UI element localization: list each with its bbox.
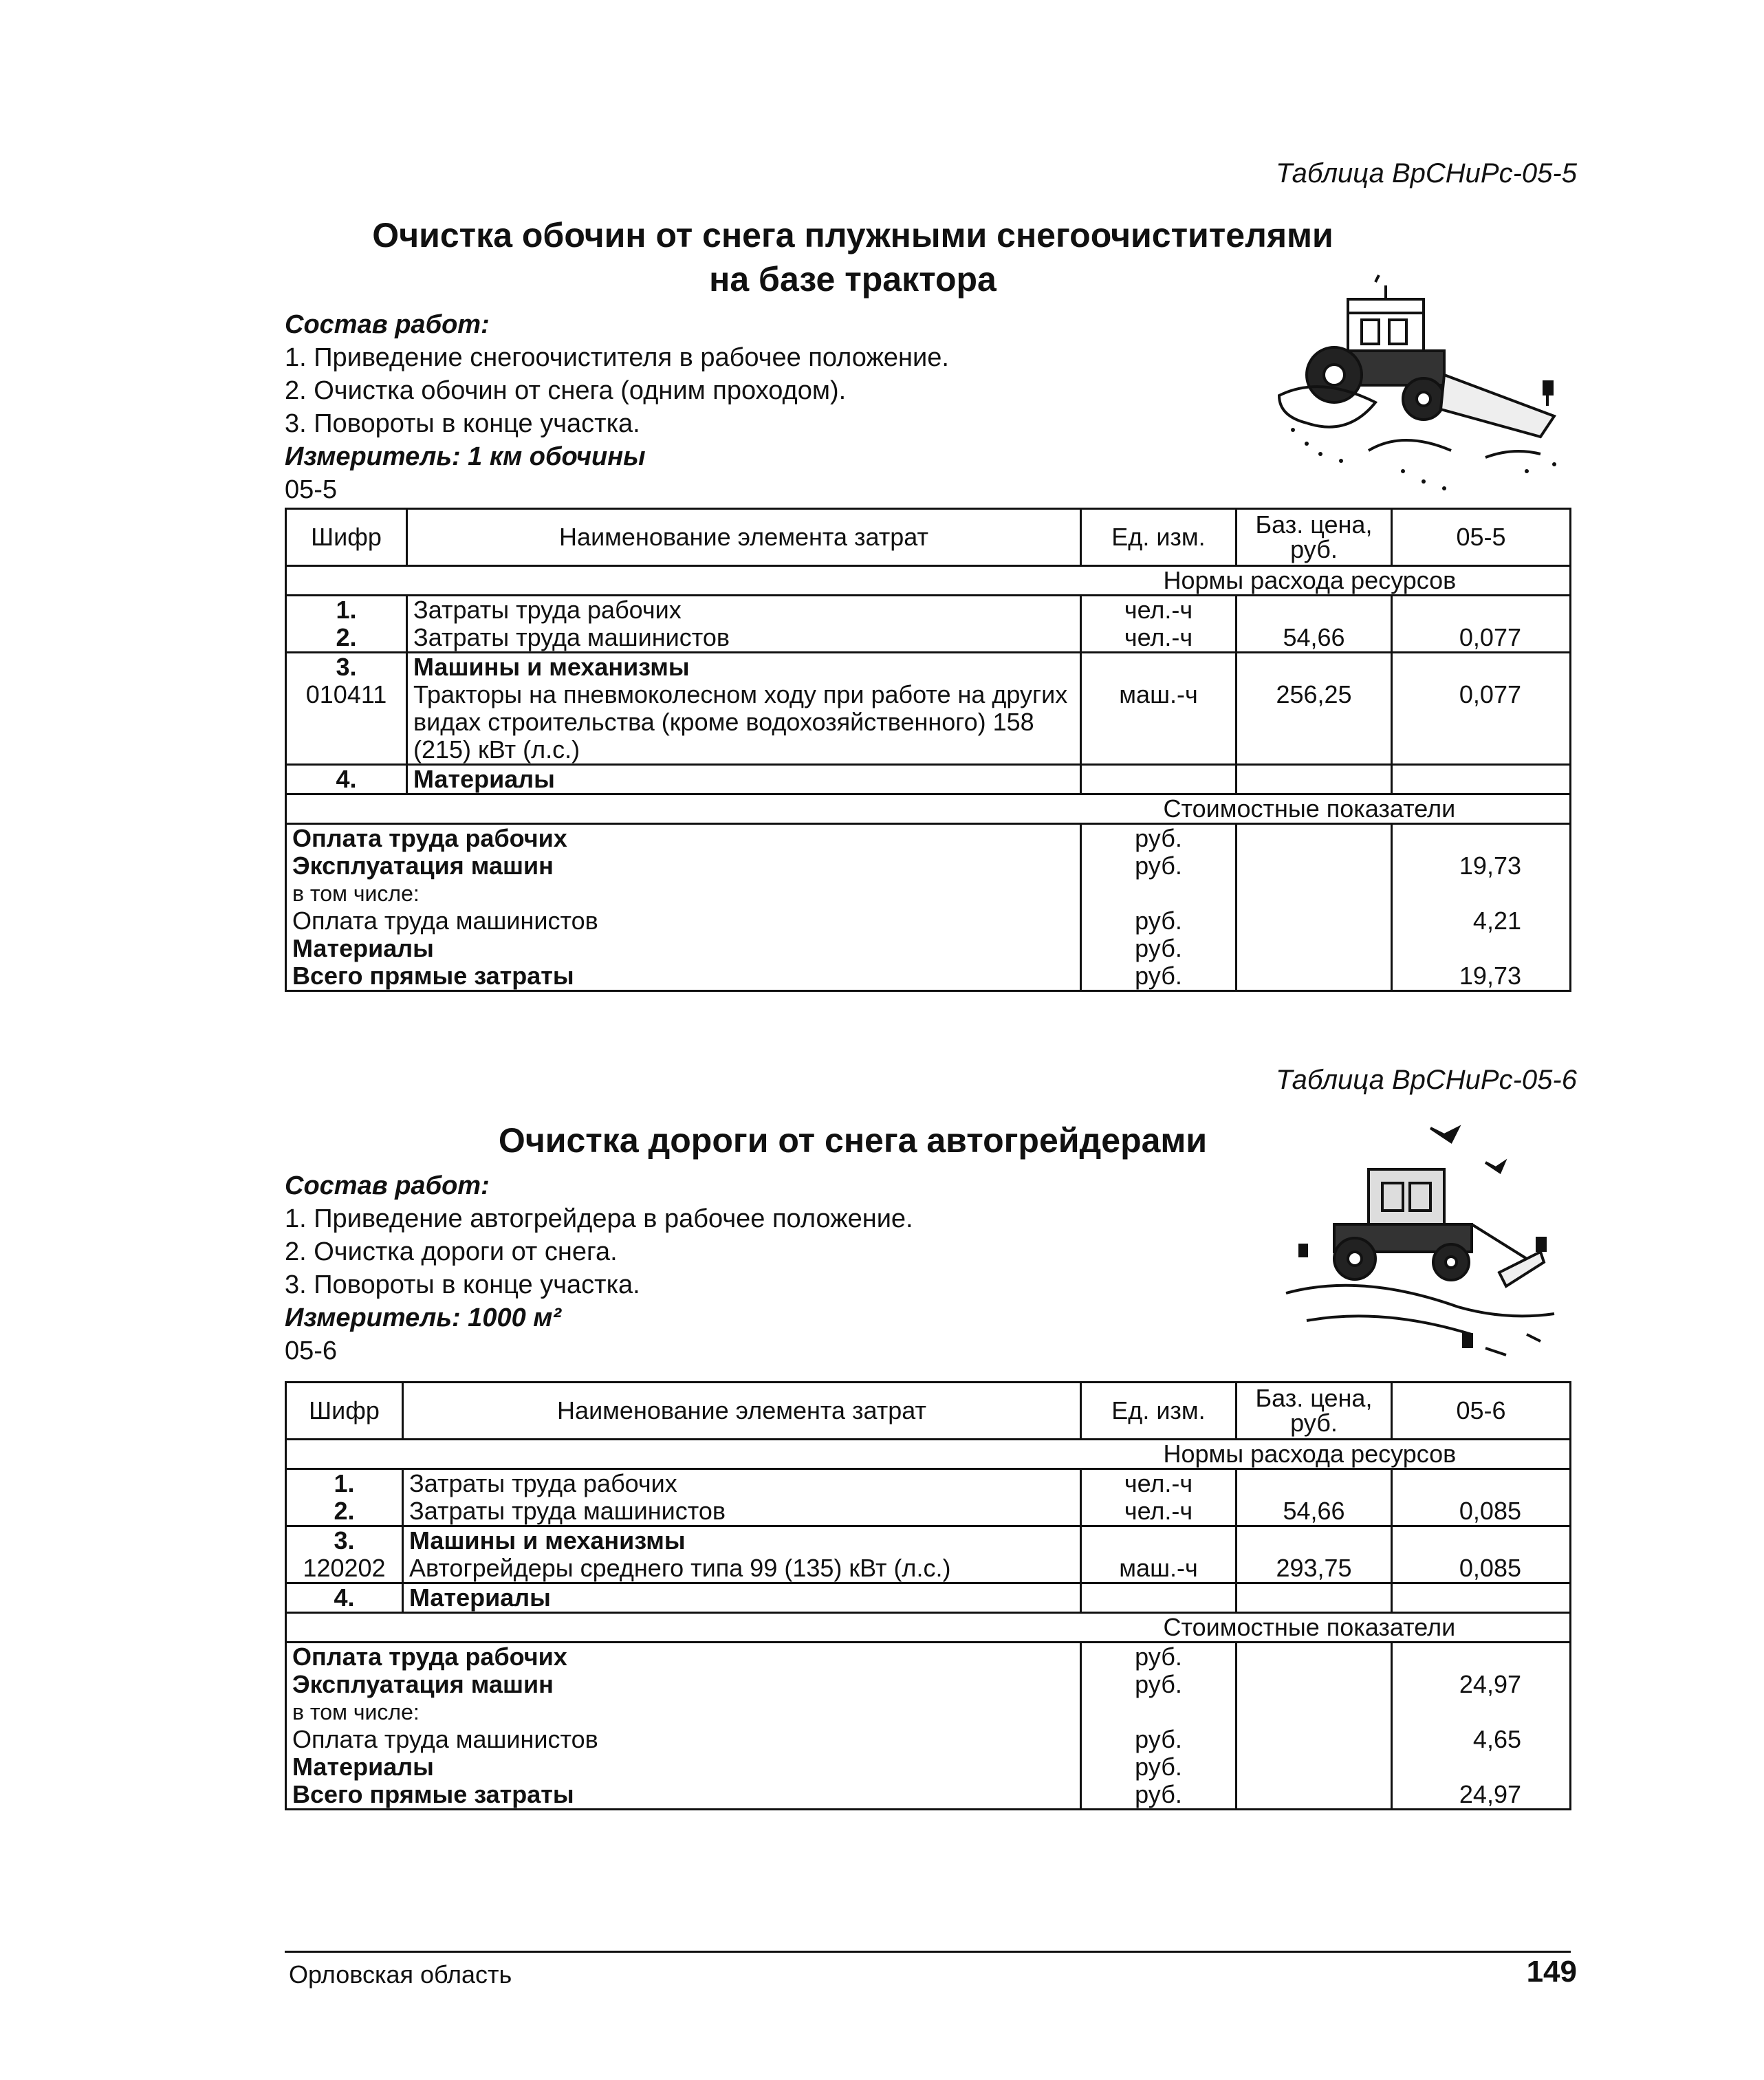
table-row — [286, 1497, 1571, 1526]
row-name: Затраты труда рабочих — [407, 596, 1081, 625]
title-line: на базе трактора — [709, 260, 997, 299]
cost-name: Оплата труда рабочих — [286, 824, 1081, 853]
resource-table — [285, 508, 1571, 992]
row-name: Машины и механизмы — [407, 653, 1081, 682]
cost-value: 19,73 — [1392, 852, 1571, 880]
header-name: Наименование элемента затрат — [403, 1383, 1081, 1440]
section-costs-row — [286, 1613, 1571, 1643]
header-shifr: Шифр — [286, 509, 407, 566]
work-step: 2. Очистка обочин от снега (одним проходом). — [285, 376, 847, 405]
work-step: 1. Приведение автогрейдера в рабочее положение. — [285, 1204, 913, 1233]
page-number: 149 — [1526, 1955, 1577, 1989]
row-value — [1392, 1469, 1571, 1498]
table-row — [286, 596, 1571, 625]
row-unit: чел.-ч — [1081, 624, 1237, 653]
section-norms-row — [286, 1440, 1571, 1469]
table-row — [286, 624, 1571, 653]
cost-row — [286, 1698, 1571, 1726]
row-price: 293,75 — [1237, 1554, 1392, 1583]
row-price — [1237, 1469, 1392, 1498]
row-num: 1. — [286, 596, 407, 625]
table-header-row — [286, 1383, 1571, 1440]
cost-unit: руб. — [1081, 1726, 1237, 1753]
work-step: 1. Приведение снегоочистителя в рабочее положение. — [285, 343, 949, 372]
table-row — [286, 681, 1571, 765]
row-num: 1. — [286, 1469, 403, 1498]
header-unit: Ед. изм. — [1081, 1383, 1237, 1440]
cost-unit: руб. — [1081, 824, 1237, 853]
footer-rule — [285, 1951, 1571, 1953]
row-unit: маш.-ч — [1081, 681, 1237, 765]
cost-value: 4,21 — [1392, 907, 1571, 935]
row-unit: чел.-ч — [1081, 1469, 1237, 1498]
row-num: 2. — [286, 624, 407, 653]
cost-row — [286, 907, 1571, 935]
cost-name: Всего прямые затраты — [286, 962, 1081, 991]
section-costs: Стоимостные показатели — [1081, 794, 1571, 824]
row-unit: чел.-ч — [1081, 1497, 1237, 1526]
cost-unit: руб. — [1081, 1671, 1237, 1698]
table-row — [286, 1526, 1571, 1555]
cost-value: 24,97 — [1392, 1781, 1571, 1810]
row-name: Затраты труда рабочих — [403, 1469, 1081, 1498]
row-unit: чел.-ч — [1081, 596, 1237, 625]
cost-name: Оплата труда машинистов — [286, 1726, 1081, 1753]
row-num: 120202 — [286, 1554, 403, 1583]
row-name: Затраты труда машинистов — [407, 624, 1081, 653]
section-norms: Нормы расхода ресурсов — [1081, 1440, 1571, 1469]
composition-header: Состав работ: — [285, 310, 490, 339]
row-price — [1237, 596, 1392, 625]
row-num: 010411 — [286, 681, 407, 765]
table-row — [286, 1554, 1571, 1583]
section-costs: Стоимостные показатели — [1081, 1613, 1571, 1643]
header-code: 05-6 — [1392, 1383, 1571, 1440]
cost-name: Оплата труда рабочих — [286, 1643, 1081, 1671]
cost-row — [286, 1671, 1571, 1698]
title-line: Очистка дороги от снега автогрейдерами — [498, 1121, 1208, 1160]
table-row — [286, 765, 1571, 794]
cost-name: Материалы — [286, 1753, 1081, 1781]
cost-value — [1392, 824, 1571, 853]
cost-row — [286, 935, 1571, 962]
header-code: 05-5 — [1392, 509, 1571, 566]
section-norms-row — [286, 566, 1571, 596]
row-num: 2. — [286, 1497, 403, 1526]
section-norms: Нормы расхода ресурсов — [1081, 566, 1571, 596]
cost-name: Всего прямые затраты — [286, 1781, 1081, 1810]
composition-header: Состав работ: — [285, 1171, 490, 1200]
cost-value — [1392, 935, 1571, 962]
cost-row — [286, 1781, 1571, 1810]
table-row — [286, 1583, 1571, 1613]
header-price: Баз. цена, руб. — [1237, 1383, 1392, 1440]
cost-name: Эксплуатация машин — [286, 852, 1081, 880]
section-costs-row — [286, 794, 1571, 824]
header-shifr: Шифр — [286, 1383, 403, 1440]
cost-row — [286, 824, 1571, 853]
work-step: 3. Повороты в конце участка. — [285, 409, 640, 438]
table-code: 05-5 — [285, 475, 338, 504]
cost-value — [1392, 1643, 1571, 1671]
row-name: Автогрейдеры среднего типа 99 (135) кВт (л.с.) — [403, 1554, 1081, 1583]
cost-value — [1392, 1753, 1571, 1781]
cost-row — [286, 880, 1571, 907]
row-price: 54,66 — [1237, 624, 1392, 653]
row-value — [1392, 596, 1571, 625]
header-unit: Ед. изм. — [1081, 509, 1237, 566]
work-composition — [285, 1169, 913, 1367]
cost-value: 24,97 — [1392, 1671, 1571, 1698]
cost-row — [286, 852, 1571, 880]
table-caption: Таблица ВрСНиРс-05-6 — [1276, 1065, 1577, 1095]
work-step: 3. Повороты в конце участка. — [285, 1270, 640, 1299]
row-name: Машины и механизмы — [403, 1526, 1081, 1555]
cost-name: в том числе: — [286, 1698, 1081, 1726]
table-row — [286, 1469, 1571, 1498]
row-name: Тракторы на пневмоколесном ходу при работе на других видах строительства (кроме водохозяйственного) 158 (215) кВт (л.с.) — [407, 681, 1081, 765]
row-num: 3. — [286, 1526, 403, 1555]
work-composition — [285, 308, 949, 506]
cost-value: 4,65 — [1392, 1726, 1571, 1753]
row-value: 0,077 — [1392, 681, 1571, 765]
cost-unit: руб. — [1081, 1753, 1237, 1781]
motor-grader-illustration — [1279, 1114, 1568, 1376]
row-price: 54,66 — [1237, 1497, 1392, 1526]
row-price: 256,25 — [1237, 681, 1392, 765]
tractor-snowplow-illustration — [1265, 272, 1575, 499]
cost-value: 19,73 — [1392, 962, 1571, 991]
cost-row — [286, 1753, 1571, 1781]
cost-name: Материалы — [286, 935, 1081, 962]
table-code: 05-6 — [285, 1336, 338, 1365]
table-caption: Таблица ВрСНиРс-05-5 — [1276, 158, 1577, 188]
resource-table — [285, 1381, 1571, 1810]
cost-row — [286, 1726, 1571, 1753]
row-num: 4. — [286, 765, 407, 794]
measure-unit: Измеритель: 1000 м² — [285, 1303, 562, 1332]
footer-region: Орловская область — [289, 1960, 512, 1989]
cost-name: Эксплуатация машин — [286, 1671, 1081, 1698]
cost-unit: руб. — [1081, 935, 1237, 962]
row-num: 4. — [286, 1583, 403, 1613]
row-name: Материалы — [403, 1583, 1081, 1613]
cost-unit: руб. — [1081, 962, 1237, 991]
cost-unit: руб. — [1081, 907, 1237, 935]
cost-unit: руб. — [1081, 1643, 1237, 1671]
title-line: Очистка обочин от снега плужными снегоочистителями — [372, 216, 1333, 254]
row-name: Материалы — [407, 765, 1081, 794]
row-name: Затраты труда машинистов — [403, 1497, 1081, 1526]
row-unit: маш.-ч — [1081, 1554, 1237, 1583]
cost-unit: руб. — [1081, 1781, 1237, 1810]
table-header-row — [286, 509, 1571, 566]
work-step: 2. Очистка дороги от снега. — [285, 1237, 618, 1266]
row-value: 0,085 — [1392, 1497, 1571, 1526]
header-name: Наименование элемента затрат — [407, 509, 1081, 566]
cost-name: в том числе: — [286, 880, 1081, 907]
cost-row — [286, 1643, 1571, 1671]
table-row — [286, 653, 1571, 682]
cost-unit: руб. — [1081, 852, 1237, 880]
row-value: 0,077 — [1392, 624, 1571, 653]
row-value: 0,085 — [1392, 1554, 1571, 1583]
cost-name: Оплата труда машинистов — [286, 907, 1081, 935]
measure-unit: Измеритель: 1 км обочины — [285, 442, 646, 471]
row-num: 3. — [286, 653, 407, 682]
header-price: Баз. цена, руб. — [1237, 509, 1392, 566]
cost-row — [286, 962, 1571, 991]
